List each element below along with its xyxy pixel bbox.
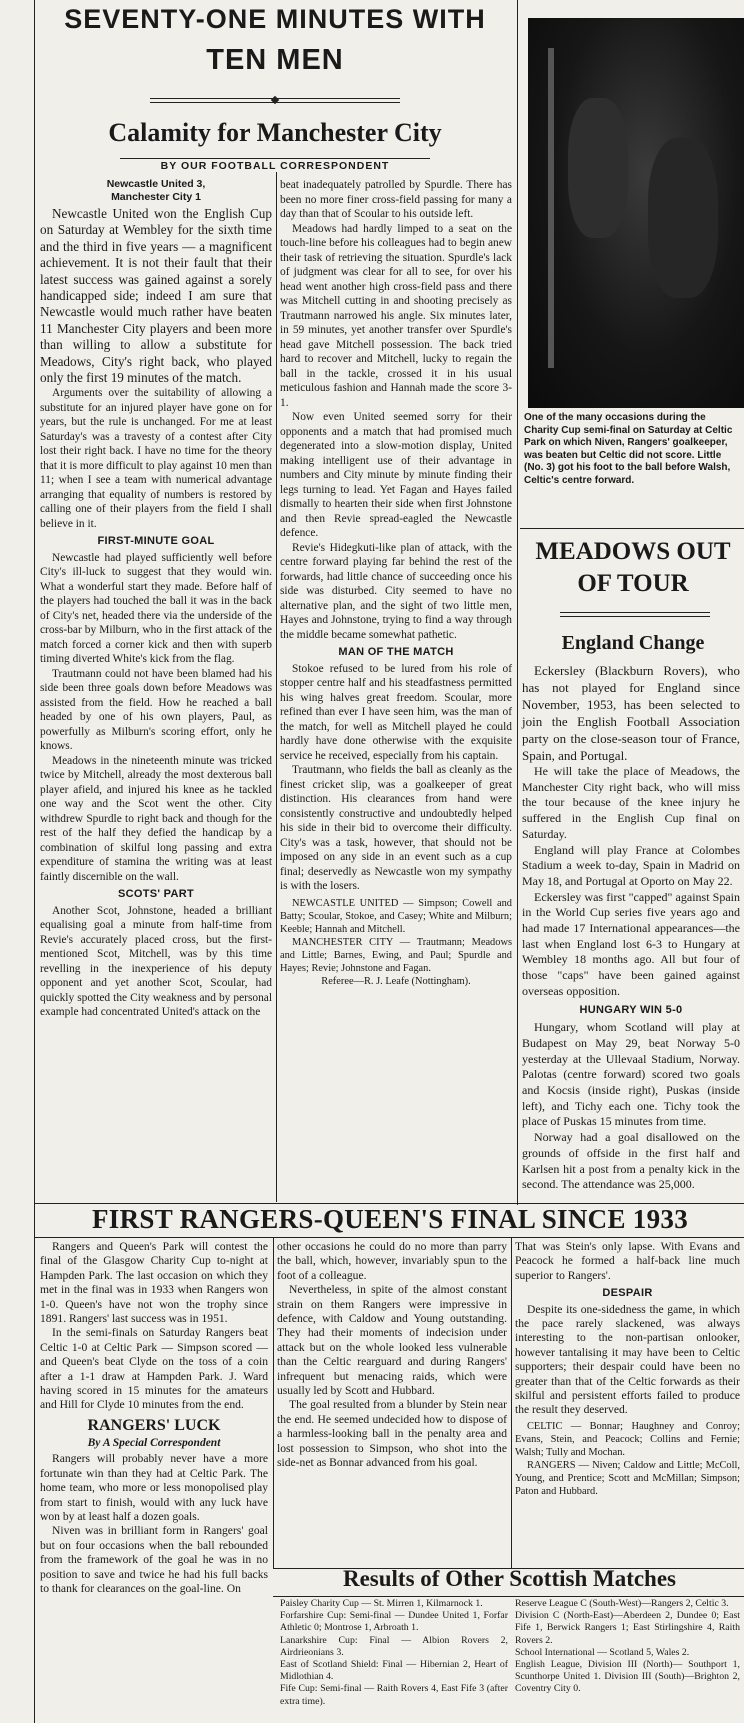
rangers-paragraph: That was Stein's only lapse. With Evans and Peacock he formed a half-back line much superior to Rangers'. — [515, 1240, 740, 1282]
rangers-column-2 — [277, 1240, 507, 1471]
main-paragraph: Revie's Hidegkuti-like plan of attack, with the centre forward playing far behind the rest of the forwards, had little chance of succeeding once his side was disturbed. City seemed to have no alternative plan, and the sight of two little men, Hayes and Johnstone, trying to find a way through the middle became somewhat pathetic. — [280, 541, 512, 641]
rangers-column-1 — [40, 1240, 268, 1596]
rangers-paragraph: The goal resulted from a blunder by Stein near the end. He seemed undecided how to dispose of a harmless-looking ball in the penalty area and lost possession to Simpson, who shot into the side-net as Bonnar advanced from his goal. — [277, 1398, 507, 1470]
section-subhead: MAN OF THE MATCH — [338, 646, 454, 658]
section-subhead: FIRST-MINUTE GOAL — [97, 535, 215, 548]
main-paragraph: Arguments over the suitability of allowing a substitute for an injured player have gone on for years, but the rule is unchanged. For me at least Saturday's was a travesty of a contest after City lost their right back. I have no time for the theory that it is more difficult to play against 10 men than 11; when I see a team with numerical advantage arranging that equality of numbers is restored by calling one of their players from the field I shall believe in it. — [40, 387, 272, 530]
rangers-luck-subhead: RANGERS' LUCK — [87, 1416, 221, 1434]
meadows-divider — [560, 612, 710, 617]
result-line: Lanarkshire Cup: Final — Albion Rovers 2, Airdrieonians 3. — [280, 1634, 508, 1658]
meadows-headline-line1: MEADOWS OUT — [535, 538, 731, 565]
rangers-paragraph: other occasions he could do no more than parry the ball, which, however, invariably spun to the foot of a colleague. — [277, 1240, 507, 1282]
score-line-1: Newcastle United 3, — [106, 178, 206, 190]
main-paragraph: Meadows had hardly limped to a seat on the touch-line before his colleagues had to begin anew their task of retrieving the situation. Spurdle's lack of judgment was clear for all to see, for over his head went another high cross-field pass and there was Mitchell cutting in and shooting precisely as Trautmann narrowed his angle. Six minutes later, in 59 minutes, yet another transfer over Spurdle's head gave Mitchell possession. The back tried hard to recover and Mitchell, lucky to regain the ball in the tackle, crossed it in his usual meticulous fashion and Hannah made the score 3-1. — [280, 222, 512, 409]
main-paragraph: Now even United seemed sorry for their opponents and a match that had promised much degenerated into a slow-motion display, United making intelligent use of their advantage in numbers and City minute by minute finding their legs turning to lead. Yet Fagan and Hayes failed dismally to hearten their side when first Johnstone and then Revie spread-eagled the Newcastle defence. — [280, 411, 512, 539]
result-line: Forfarshire Cup: Semi-final — Dundee United 1, Forfar Athletic 0; Montrose 1, Arbroath 1. — [280, 1610, 508, 1634]
match-photo — [528, 18, 744, 408]
main-paragraph: Newcastle United won the English Cup on Saturday at Wembley for the sixth time and the third in five years — a magnificent achievement. It is not their fault that their latest success was gained against a sorely handicapped side; indeed I am sure that Newcastle would much rather have beaten 11 Manchester City players and been more than willing to allow a substitute for Meadows, City's right back, who played only the first 19 minutes of the match. — [40, 206, 272, 386]
results-headline: Results of Other Scottish Matches — [342, 1566, 677, 1591]
left-margin-rule — [34, 0, 35, 1723]
main-paragraph: Meadows in the nineteenth minute was tricked twice by Mitchell, already the most dexterous ball player afield, and injured his knee as he tackled one way and the Scot went the other. City withdrew Spurdle to right back and though for the rest of the half they defied the handicap by a combination of skilful long passing and extra expenditure of stamina the writing was at least faintly discernible on the wall. — [40, 754, 272, 883]
column-rule-2 — [517, 0, 518, 1205]
photo-goalpost — [548, 48, 554, 368]
main-headline-line1: SEVENTY-ONE MINUTES WITH — [64, 4, 486, 34]
results-left-column — [280, 1598, 508, 1708]
team-line: NEWCASTLE UNITED — Simpson; Cowell and Batty; Scoular, Stokoe, and Casey; White and Milburn; Keeble; Hannah and Mitchell. — [280, 897, 512, 935]
meadows-paragraph: Hungary, whom Scotland will play at Budapest on May 29, beat Norway 5-0 yesterday at the Ullevaal Stadium, Norway. Palotas (centre forward) scored two goals and Kocsis (inside right), Puskas (inside left), and Tichy each one. Tichy took the place of Puskas 15 minutes from time. — [522, 1020, 740, 1129]
referee-line: Referee—R. J. Leafe (Nottingham). — [321, 975, 471, 987]
result-line: Reserve League C (South-West)—Rangers 2, Celtic 3. — [515, 1598, 729, 1609]
team-line: RANGERS — Niven; Caldow and Little; McColl, Young, and Prentice; Scott and McMillan; Simpson; Paton and Hubbard. — [515, 1459, 740, 1497]
rangers-headline: FIRST RANGERS-QUEEN'S FINAL SINCE 1933 — [91, 1204, 689, 1234]
main-byline: BY OUR FOOTBALL CORRESPONDENT — [160, 160, 390, 172]
caption-rule — [520, 528, 744, 529]
rangers-paragraph: Niven was in brilliant form in Rangers' goal but on four occasions when the ball rebounded from the framework of the goal he was in no position to save and twice he had his full backs to thank for clearances on the goal-line. On — [40, 1524, 268, 1595]
section-subhead: SCOTS' PART — [118, 888, 194, 901]
result-line: English League, Division III (North)— Southport 1, Scunthorpe United 1. Division III (South)—Brighton 2, Coventry City 0. — [515, 1659, 740, 1695]
result-line: East of Scotland Shield: Final — Hibernian 2, Heart of Midlothian 4. — [280, 1659, 508, 1683]
main-paragraph: Another Scot, Johnstone, headed a brilliant equalising goal a minute from half-time from Revie's accurately placed cross, but the first-mentioned Scot, Mitchell, was by this time revelling in the inexperience of his deputy opponent and yet another Scot, Scoular, had quickly spotted the City weakness and by personal example had concentrated United's attack on the — [40, 904, 272, 1019]
main-subhead: Calamity for Manchester City — [108, 118, 442, 147]
photo-figure — [648, 138, 718, 298]
meadows-paragraph: Norway had a goal disallowed on the grounds of offside in the first half and Karlsen hit a post from a penalty kick in the second. The attendance was 25,000. — [522, 1130, 740, 1192]
column-rule-3 — [273, 1238, 274, 1568]
photo-caption: One of the many occasions during the Charity Cup semi-final on Saturday at Celtic Park on which Niven, Rangers' goalkeeper, was beaten but Celtic did not score. Little (No. 3) got his foot to the ball before Walsh, Celtic's centre forward. — [524, 412, 733, 486]
meadows-story-body — [522, 662, 740, 1193]
rangers-paragraph: Rangers will probably never have a more fortunate win than they had at Celtic Park. The home team, who more or less monopolised play from start to finish, would with any luck have won by at least half a dozen goals. — [40, 1452, 268, 1523]
meadows-subhead: England Change — [561, 632, 705, 654]
meadows-paragraph: He will take the place of Meadows, the Manchester City right back, who will miss the tour because of the knee injury he suffered in the English Cup final on Saturday. — [522, 764, 740, 841]
rangers-byline: By A Special Correspondent — [87, 1436, 221, 1449]
result-line: Division C (North-East)—Aberdeen 2, Dundee 0; East Fife 1, Berwick Rangers 1; East Stirlingshire 4, Raith Rovers 2. — [515, 1610, 740, 1646]
subhead-divider — [120, 158, 430, 159]
rangers-paragraph: In the semi-finals on Saturday Rangers beat Celtic 1-0 at Celtic Park — Simpson scored — and Queen's beat Clyde on the toss of a coin after a 1-1 draw at Hampden Park. J. Ward having scored in 15 minutes for the amateurs and Hill for Clyde 10 minutes from the end. — [40, 1326, 268, 1412]
main-paragraph: Stokoe refused to be lured from his role of stopper centre half and his steadfastness permitted his wing halves great freedom. Scoular, more refined than ever I have seen him, was the man of the match, for well as Mitchell played he could hardly have done otherwise with the exquisite service he received, especially from his captain. — [280, 662, 512, 762]
main-paragraph: Trautmann could not have been blamed had his side been three goals down before Meadows was assisted from the field. How he reached a ball headed by one of his own players, Paul, as powerfully as Milburn's scoring effort, only he knows. — [40, 667, 272, 753]
rangers-paragraph: Rangers and Queen's Park will contest the final of the Glasgow Charity Cup to-night at Hampden Park. The last occasion on which they met in the final was in 1933 when Rangers won 1-0. Queen's have not won the trophy since 1891. Rangers' last success was in 1951. — [40, 1240, 268, 1326]
rangers-paragraph: Despite its one-sidedness the game, in which the pace rarely slackened, was always interesting to the non-partisan onlooker, however tantalising it may have been to Celtic supporters; their despair could have been no greater than that of the Celtic forwards as their skilful and persistent efforts failed to produce the result they deserved. — [515, 1302, 740, 1417]
score-line-2: Manchester City 1 — [111, 191, 201, 203]
photo-figure — [568, 98, 628, 238]
meadows-paragraph: Eckersley (Blackburn Rovers), who has not played for England since November, 1953, has been selected to join the English Football Association party on the close-season tour of France, Spain, and Portugal. — [522, 663, 740, 763]
result-line: School International — Scotland 5, Wales 2. — [515, 1646, 690, 1658]
team-line: MANCHESTER CITY — Trautmann; Meadows and Little; Barnes, Ewing, and Paul; Spurdle and Hayes; Revie; Johnstone and Fagan. — [280, 936, 512, 974]
main-paragraph: Trautmann, who fields the ball as cleanly as the finest cricket slip, was a goalkeeper of great distinction. His clearances from hand were consistently constructive and undoubtedly helped his side in their bid to overcome their difficulty. City's was a task, however, that should not be imposed on any side in an event such as a cup final; deservedly as Newcastle won my sympathy is with the losers. — [280, 764, 512, 892]
main-paragraph: Newcastle had played sufficiently well before City's ill-luck to suggest that they would win. What a wonderful start they made. Before half of the players had touched the ball it was in the back of City's net, headed there via the underside of the cross-bar by Milburn, who in the first attack of the match forced a corner kick and then with superb timing diverted White's kick from the flag. — [40, 551, 272, 666]
section-subhead: DESPAIR — [602, 1287, 653, 1300]
rangers-column-3 — [515, 1240, 740, 1498]
rangers-bottom-rule — [34, 1237, 744, 1238]
main-story-column-1 — [40, 178, 272, 1020]
meadows-headline-line2: OF TOUR — [577, 570, 689, 597]
main-paragraph: beat inadequately patrolled by Spurdle. There has been no more finer cross-field passing for many a day than that of Scoular to his outside left. — [280, 179, 512, 220]
column-rule-4 — [511, 1238, 512, 1568]
column-rule-1 — [276, 172, 277, 1202]
results-bottom-rule — [273, 1596, 744, 1597]
result-line: Paisley Charity Cup — St. Mirren 1, Kilmarnock 1. — [280, 1598, 483, 1609]
meadows-paragraph: Eckersley was first "capped" against Spain in the World Cup series five years ago and had made 17 International appearances—the last when England lost 6-3 to Hungary at Wembley 18 months ago. All but four of those "caps" have been gained against overseas opposition. — [522, 889, 740, 998]
rangers-paragraph: Nevertheless, in spite of the almost constant strain on them Rangers were impressive in defence, with Caldow and Young outstanding. They had their moments of indecision under attack but on the whole looked less vulnerable than the Celtic rearguard and during Rangers' infrequent but menacing raids, which were usually led by Scott and Hubbard. — [277, 1283, 507, 1398]
result-line: Fife Cup: Semi-final — Raith Rovers 4, East Fife 3 (after extra time). — [280, 1683, 508, 1707]
section-subhead: HUNGARY WIN 5-0 — [579, 1003, 683, 1016]
meadows-paragraph: England will play France at Colombes Stadium a week to-day, Spain in Madrid on May 18, and Portugal at Oporto on May 22. — [522, 842, 740, 888]
results-right-column — [515, 1598, 740, 1696]
team-line: CELTIC — Bonnar; Haughney and Conroy; Evans, Stein, and Peacock; Collins and Fernie; Walsh; Tully and Mochan. — [515, 1420, 740, 1458]
main-story-column-2 — [280, 178, 512, 988]
main-headline-line2: TEN MEN — [206, 44, 344, 76]
